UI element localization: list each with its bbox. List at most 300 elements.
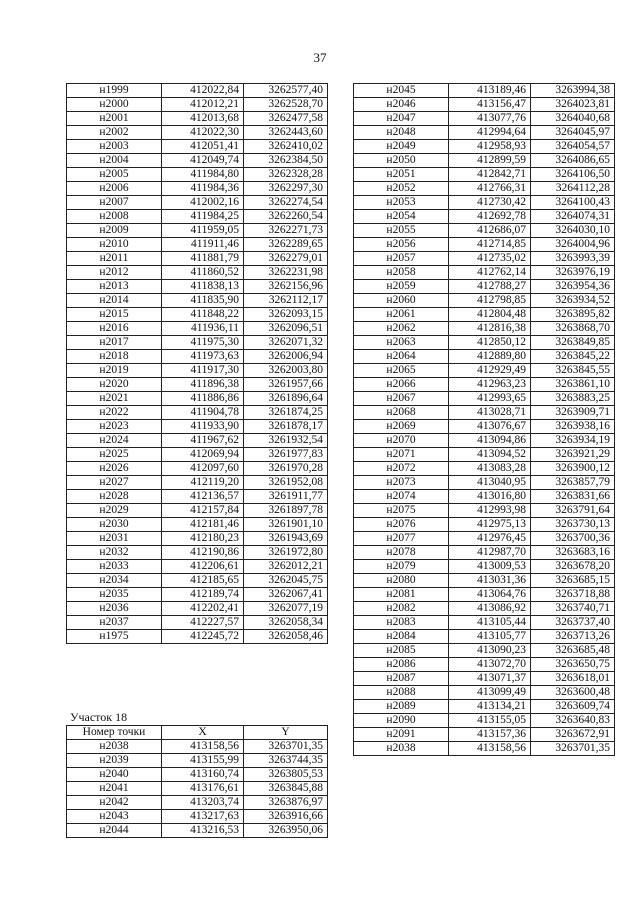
- y-coordinate-cell: 3262384,50: [244, 154, 328, 168]
- point-number-cell: н2067: [354, 392, 449, 406]
- x-coordinate-cell: 412189,74: [162, 588, 244, 602]
- point-number-cell: н2073: [354, 476, 449, 490]
- x-coordinate-cell: 413083,28: [449, 462, 531, 476]
- table-row: [354, 336, 615, 350]
- x-coordinate-cell: 411967,62: [162, 434, 244, 448]
- y-coordinate-cell: 3264074,31: [531, 210, 615, 224]
- point-number-cell: н2033: [67, 560, 162, 574]
- table-row: [67, 196, 328, 210]
- y-coordinate-cell: 3263678,20: [531, 560, 615, 574]
- y-coordinate-cell: 3263938,16: [531, 420, 615, 434]
- table-row: [354, 700, 615, 714]
- y-coordinate-cell: 3261897,78: [244, 504, 328, 518]
- point-number-cell: н2084: [354, 630, 449, 644]
- point-number-cell: н2051: [354, 168, 449, 182]
- y-coordinate-cell: 3262071,32: [244, 336, 328, 350]
- x-coordinate-cell: 413105,44: [449, 616, 531, 630]
- table-row: [354, 364, 615, 378]
- table-row: [354, 532, 615, 546]
- coordinates-table-right: [353, 83, 615, 756]
- point-number-cell: н2059: [354, 280, 449, 294]
- table-row: [354, 252, 615, 266]
- x-coordinate-cell: 411886,86: [162, 392, 244, 406]
- x-coordinate-cell: 412850,12: [449, 336, 531, 350]
- y-coordinate-cell: 3263618,01: [531, 672, 615, 686]
- table-row: [67, 378, 328, 392]
- point-number-cell: н2063: [354, 336, 449, 350]
- point-number-cell: н2021: [67, 392, 162, 406]
- y-coordinate-cell: 3262231,98: [244, 266, 328, 280]
- x-coordinate-cell: 412022,30: [162, 126, 244, 140]
- table-row: [67, 308, 328, 322]
- y-coordinate-cell: 3262058,46: [244, 630, 328, 644]
- table-row: [67, 504, 328, 518]
- y-coordinate-cell: 3261952,08: [244, 476, 328, 490]
- point-number-cell: н2017: [67, 336, 162, 350]
- table-row: [354, 378, 615, 392]
- table-row: [354, 280, 615, 294]
- x-coordinate-cell: 412963,23: [449, 378, 531, 392]
- x-coordinate-cell: 413189,46: [449, 84, 531, 98]
- x-coordinate-cell: 411911,46: [162, 238, 244, 252]
- table-row: [354, 658, 615, 672]
- x-coordinate-cell: 413134,21: [449, 700, 531, 714]
- x-coordinate-cell: 413155,99: [162, 754, 244, 768]
- y-coordinate-cell: 3263900,12: [531, 462, 615, 476]
- x-coordinate-cell: 412119,20: [162, 476, 244, 490]
- y-coordinate-cell: 3264054,57: [531, 140, 615, 154]
- table-row: [67, 392, 328, 406]
- point-number-cell: н2031: [67, 532, 162, 546]
- point-number-cell: н2034: [67, 574, 162, 588]
- x-coordinate-cell: 412842,71: [449, 168, 531, 182]
- point-number-cell: н2030: [67, 518, 162, 532]
- point-number-cell: н2072: [354, 462, 449, 476]
- y-coordinate-cell: 3263609,74: [531, 700, 615, 714]
- x-coordinate-cell: 412714,85: [449, 238, 531, 252]
- y-coordinate-cell: 3262279,01: [244, 252, 328, 266]
- table-row: [67, 364, 328, 378]
- table-row: [67, 782, 328, 796]
- x-coordinate-cell: 412202,41: [162, 602, 244, 616]
- y-coordinate-cell: 3263921,29: [531, 448, 615, 462]
- table-row: [67, 824, 328, 838]
- x-coordinate-cell: 411860,52: [162, 266, 244, 280]
- y-coordinate-cell: 3263895,82: [531, 308, 615, 322]
- x-coordinate-cell: 412993,98: [449, 504, 531, 518]
- y-coordinate-cell: 3262260,54: [244, 210, 328, 224]
- table-row: [67, 98, 328, 112]
- x-coordinate-cell: 413203,74: [162, 796, 244, 810]
- x-coordinate-cell: 413099,49: [449, 686, 531, 700]
- x-coordinate-cell: 412994,64: [449, 126, 531, 140]
- table-row: [67, 740, 328, 754]
- table-row: [354, 462, 615, 476]
- y-coordinate-cell: 3261911,77: [244, 490, 328, 504]
- table-row: [354, 686, 615, 700]
- point-number-cell: н2090: [354, 714, 449, 728]
- point-number-cell: н2006: [67, 182, 162, 196]
- point-number-cell: н2041: [67, 782, 162, 796]
- y-coordinate-cell: 3263805,53: [244, 768, 328, 782]
- y-coordinate-cell: 3263845,55: [531, 364, 615, 378]
- y-coordinate-cell: 3261896,64: [244, 392, 328, 406]
- header-x: X: [162, 726, 244, 740]
- point-number-cell: н2075: [354, 504, 449, 518]
- table-row: [354, 546, 615, 560]
- y-coordinate-cell: 3263700,36: [531, 532, 615, 546]
- point-number-cell: н2068: [354, 406, 449, 420]
- table-header-row: [67, 726, 328, 740]
- y-coordinate-cell: 3263713,26: [531, 630, 615, 644]
- x-coordinate-cell: 412993,65: [449, 392, 531, 406]
- x-coordinate-cell: 413105,77: [449, 630, 531, 644]
- x-coordinate-cell: 412022,84: [162, 84, 244, 98]
- x-coordinate-cell: 411835,90: [162, 294, 244, 308]
- point-number-cell: н2080: [354, 574, 449, 588]
- table-row: [67, 238, 328, 252]
- table-row: [67, 140, 328, 154]
- point-number-cell: н2001: [67, 112, 162, 126]
- y-coordinate-cell: 3264040,68: [531, 112, 615, 126]
- header-point-number: Номер точки: [67, 726, 162, 740]
- y-coordinate-cell: 3262077,19: [244, 602, 328, 616]
- point-number-cell: н2023: [67, 420, 162, 434]
- y-coordinate-cell: 3261977,83: [244, 448, 328, 462]
- table-row: [354, 126, 615, 140]
- page-number: 37: [313, 50, 327, 65]
- x-coordinate-cell: 412975,13: [449, 518, 531, 532]
- x-coordinate-cell: 413156,47: [449, 98, 531, 112]
- table-row: [67, 420, 328, 434]
- x-coordinate-cell: 412097,60: [162, 462, 244, 476]
- x-coordinate-cell: 412762,14: [449, 266, 531, 280]
- point-number-cell: н2039: [67, 754, 162, 768]
- y-coordinate-cell: 3263876,97: [244, 796, 328, 810]
- y-coordinate-cell: 3263857,79: [531, 476, 615, 490]
- table-row: [354, 140, 615, 154]
- point-number-cell: н2029: [67, 504, 162, 518]
- x-coordinate-cell: 411848,22: [162, 308, 244, 322]
- x-coordinate-cell: 413016,80: [449, 490, 531, 504]
- table-row: [67, 224, 328, 238]
- y-coordinate-cell: 3262093,15: [244, 308, 328, 322]
- x-coordinate-cell: 412227,57: [162, 616, 244, 630]
- table-row: [67, 574, 328, 588]
- table-row: [67, 252, 328, 266]
- x-coordinate-cell: 413157,36: [449, 728, 531, 742]
- point-number-cell: н2065: [354, 364, 449, 378]
- point-number-cell: н2004: [67, 154, 162, 168]
- point-number-cell: н2057: [354, 252, 449, 266]
- y-coordinate-cell: 3262410,02: [244, 140, 328, 154]
- y-coordinate-cell: 3264100,43: [531, 196, 615, 210]
- point-number-cell: н2038: [354, 742, 449, 756]
- table-row: [67, 168, 328, 182]
- table-row: [354, 714, 615, 728]
- x-coordinate-cell: 412012,21: [162, 98, 244, 112]
- point-number-cell: н2046: [354, 98, 449, 112]
- x-coordinate-cell: 412735,02: [449, 252, 531, 266]
- x-coordinate-cell: 412245,72: [162, 630, 244, 644]
- y-coordinate-cell: 3263730,13: [531, 518, 615, 532]
- x-coordinate-cell: 413031,36: [449, 574, 531, 588]
- table-row: [67, 630, 328, 644]
- table-row: [354, 420, 615, 434]
- y-coordinate-cell: 3262003,80: [244, 364, 328, 378]
- table-row: [354, 616, 615, 630]
- x-coordinate-cell: 412049,74: [162, 154, 244, 168]
- x-coordinate-cell: 413158,56: [162, 740, 244, 754]
- table-row: [67, 406, 328, 420]
- y-coordinate-cell: 3264086,65: [531, 154, 615, 168]
- y-coordinate-cell: 3262297,30: [244, 182, 328, 196]
- point-number-cell: н2074: [354, 490, 449, 504]
- y-coordinate-cell: 3263600,48: [531, 686, 615, 700]
- y-coordinate-cell: 3263976,19: [531, 266, 615, 280]
- table-row: [67, 182, 328, 196]
- table-row: [67, 810, 328, 824]
- table-row: [354, 672, 615, 686]
- point-number-cell: н2086: [354, 658, 449, 672]
- table-row: [354, 434, 615, 448]
- coordinates-table-left: [66, 83, 328, 644]
- y-coordinate-cell: 3261943,69: [244, 532, 328, 546]
- x-coordinate-cell: 411933,90: [162, 420, 244, 434]
- point-number-cell: н2066: [354, 378, 449, 392]
- table-row: [354, 742, 615, 756]
- table-row: [354, 154, 615, 168]
- header-y: Y: [244, 726, 328, 740]
- point-number-cell: н2018: [67, 350, 162, 364]
- x-coordinate-cell: 413090,23: [449, 644, 531, 658]
- x-coordinate-cell: 413086,92: [449, 602, 531, 616]
- point-number-cell: н1975: [67, 630, 162, 644]
- y-coordinate-cell: 3264004,96: [531, 238, 615, 252]
- table-row: [67, 546, 328, 560]
- x-coordinate-cell: 411984,25: [162, 210, 244, 224]
- table-row: [354, 588, 615, 602]
- x-coordinate-cell: 412958,93: [449, 140, 531, 154]
- table-row: [354, 630, 615, 644]
- point-number-cell: н2078: [354, 546, 449, 560]
- point-number-cell: н2082: [354, 602, 449, 616]
- point-number-cell: н2044: [67, 824, 162, 838]
- y-coordinate-cell: 3262112,17: [244, 294, 328, 308]
- x-coordinate-cell: 413064,76: [449, 588, 531, 602]
- table-row: [354, 728, 615, 742]
- x-coordinate-cell: 413040,95: [449, 476, 531, 490]
- point-number-cell: н2008: [67, 210, 162, 224]
- x-coordinate-cell: 412157,84: [162, 504, 244, 518]
- y-coordinate-cell: 3263845,22: [531, 350, 615, 364]
- y-coordinate-cell: 3262477,58: [244, 112, 328, 126]
- y-coordinate-cell: 3261970,28: [244, 462, 328, 476]
- point-number-cell: н2089: [354, 700, 449, 714]
- section-title: Участок 18: [70, 710, 128, 724]
- x-coordinate-cell: 413072,70: [449, 658, 531, 672]
- x-coordinate-cell: 411838,13: [162, 280, 244, 294]
- point-number-cell: н2043: [67, 810, 162, 824]
- y-coordinate-cell: 3263994,38: [531, 84, 615, 98]
- y-coordinate-cell: 3263934,19: [531, 434, 615, 448]
- table-row: [67, 754, 328, 768]
- y-coordinate-cell: 3262274,54: [244, 196, 328, 210]
- y-coordinate-cell: 3263916,66: [244, 810, 328, 824]
- y-coordinate-cell: 3263791,64: [531, 504, 615, 518]
- x-coordinate-cell: 413216,53: [162, 824, 244, 838]
- y-coordinate-cell: 3263672,91: [531, 728, 615, 742]
- table-row: [67, 434, 328, 448]
- y-coordinate-cell: 3263868,70: [531, 322, 615, 336]
- point-number-cell: н2016: [67, 322, 162, 336]
- table-row: [67, 448, 328, 462]
- table-row: [354, 504, 615, 518]
- table-row: [354, 490, 615, 504]
- point-number-cell: н2003: [67, 140, 162, 154]
- x-coordinate-cell: 412686,07: [449, 224, 531, 238]
- y-coordinate-cell: 3262156,96: [244, 280, 328, 294]
- table-row: [354, 518, 615, 532]
- y-coordinate-cell: 3263650,75: [531, 658, 615, 672]
- point-number-cell: н2077: [354, 532, 449, 546]
- x-coordinate-cell: 413158,56: [449, 742, 531, 756]
- x-coordinate-cell: 411984,80: [162, 168, 244, 182]
- x-coordinate-cell: 411917,30: [162, 364, 244, 378]
- point-number-cell: н2026: [67, 462, 162, 476]
- point-number-cell: н2048: [354, 126, 449, 140]
- x-coordinate-cell: 412766,31: [449, 182, 531, 196]
- point-number-cell: н2025: [67, 448, 162, 462]
- point-number-cell: н2071: [354, 448, 449, 462]
- y-coordinate-cell: 3263640,83: [531, 714, 615, 728]
- y-coordinate-cell: 3262096,51: [244, 322, 328, 336]
- x-coordinate-cell: 413009,53: [449, 560, 531, 574]
- table-row: [354, 644, 615, 658]
- point-number-cell: н2053: [354, 196, 449, 210]
- y-coordinate-cell: 3261932,54: [244, 434, 328, 448]
- point-number-cell: н2055: [354, 224, 449, 238]
- point-number-cell: н2064: [354, 350, 449, 364]
- table-row: [67, 322, 328, 336]
- y-coordinate-cell: 3263740,71: [531, 602, 615, 616]
- table-row: [354, 574, 615, 588]
- point-number-cell: н2088: [354, 686, 449, 700]
- table-row: [354, 406, 615, 420]
- point-number-cell: н2060: [354, 294, 449, 308]
- x-coordinate-cell: 412889,80: [449, 350, 531, 364]
- point-number-cell: н2062: [354, 322, 449, 336]
- y-coordinate-cell: 3261957,66: [244, 378, 328, 392]
- y-coordinate-cell: 3263831,66: [531, 490, 615, 504]
- y-coordinate-cell: 3263909,71: [531, 406, 615, 420]
- table-row: [67, 462, 328, 476]
- y-coordinate-cell: 3262528,70: [244, 98, 328, 112]
- y-coordinate-cell: 3263718,88: [531, 588, 615, 602]
- table-row: [354, 112, 615, 126]
- table-row: [354, 210, 615, 224]
- y-coordinate-cell: 3264030,10: [531, 224, 615, 238]
- x-coordinate-cell: 411881,79: [162, 252, 244, 266]
- point-number-cell: н2042: [67, 796, 162, 810]
- x-coordinate-cell: 412181,46: [162, 518, 244, 532]
- table-row: [67, 154, 328, 168]
- table-row: [67, 266, 328, 280]
- table-row: [354, 266, 615, 280]
- y-coordinate-cell: 3263993,39: [531, 252, 615, 266]
- y-coordinate-cell: 3261972,80: [244, 546, 328, 560]
- x-coordinate-cell: 412976,45: [449, 532, 531, 546]
- x-coordinate-cell: 413028,71: [449, 406, 531, 420]
- point-number-cell: н2083: [354, 616, 449, 630]
- table-row: [67, 796, 328, 810]
- point-number-cell: н2019: [67, 364, 162, 378]
- x-coordinate-cell: 413076,67: [449, 420, 531, 434]
- x-coordinate-cell: 412051,41: [162, 140, 244, 154]
- table-row: [67, 490, 328, 504]
- point-number-cell: н2054: [354, 210, 449, 224]
- table-row: [354, 448, 615, 462]
- point-number-cell: н2015: [67, 308, 162, 322]
- table-row: [67, 350, 328, 364]
- y-coordinate-cell: 3263701,35: [244, 740, 328, 754]
- table-row: [67, 210, 328, 224]
- x-coordinate-cell: 412136,57: [162, 490, 244, 504]
- x-coordinate-cell: 411896,38: [162, 378, 244, 392]
- x-coordinate-cell: 413094,52: [449, 448, 531, 462]
- point-number-cell: н2047: [354, 112, 449, 126]
- x-coordinate-cell: 412899,59: [449, 154, 531, 168]
- table-row: [354, 392, 615, 406]
- point-number-cell: н2058: [354, 266, 449, 280]
- point-number-cell: н2069: [354, 420, 449, 434]
- point-number-cell: н2070: [354, 434, 449, 448]
- x-coordinate-cell: 412929,49: [449, 364, 531, 378]
- point-number-cell: н2061: [354, 308, 449, 322]
- x-coordinate-cell: 413071,37: [449, 672, 531, 686]
- x-coordinate-cell: 411975,30: [162, 336, 244, 350]
- table-row: [67, 112, 328, 126]
- table-row: [354, 602, 615, 616]
- y-coordinate-cell: 3262289,65: [244, 238, 328, 252]
- table-row: [67, 602, 328, 616]
- y-coordinate-cell: 3263737,40: [531, 616, 615, 630]
- point-number-cell: н2081: [354, 588, 449, 602]
- y-coordinate-cell: 3261874,25: [244, 406, 328, 420]
- point-number-cell: н2000: [67, 98, 162, 112]
- point-number-cell: н2091: [354, 728, 449, 742]
- table-row: [354, 196, 615, 210]
- point-number-cell: н2036: [67, 602, 162, 616]
- x-coordinate-cell: 412069,94: [162, 448, 244, 462]
- y-coordinate-cell: 3264106,50: [531, 168, 615, 182]
- x-coordinate-cell: 411973,63: [162, 350, 244, 364]
- x-coordinate-cell: 412206,61: [162, 560, 244, 574]
- y-coordinate-cell: 3264045,97: [531, 126, 615, 140]
- point-number-cell: н1999: [67, 84, 162, 98]
- table-row: [67, 616, 328, 630]
- table-row: [67, 560, 328, 574]
- x-coordinate-cell: 412730,42: [449, 196, 531, 210]
- table-row: [354, 168, 615, 182]
- table-row: [354, 98, 615, 112]
- table-row: [67, 476, 328, 490]
- y-coordinate-cell: 3262443,60: [244, 126, 328, 140]
- y-coordinate-cell: 3262067,41: [244, 588, 328, 602]
- table-row: [67, 336, 328, 350]
- table-row: [354, 476, 615, 490]
- x-coordinate-cell: 412804,48: [449, 308, 531, 322]
